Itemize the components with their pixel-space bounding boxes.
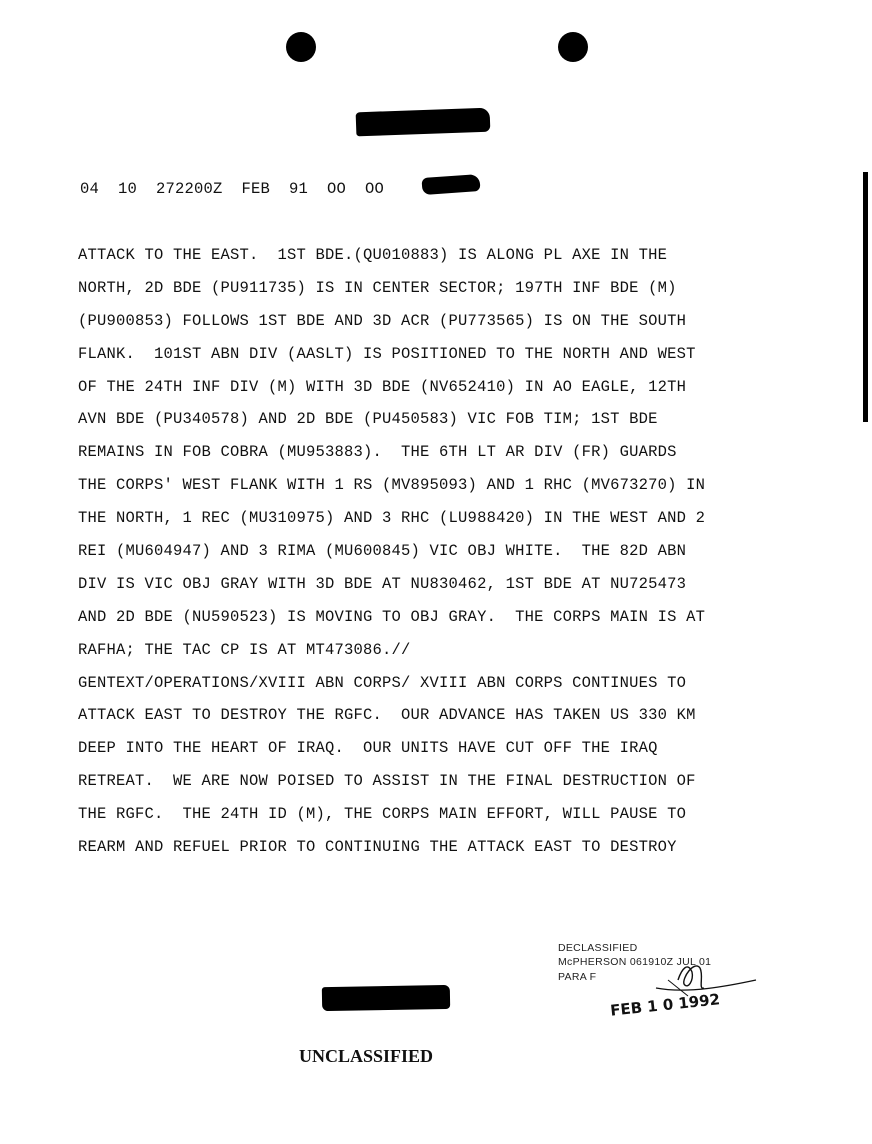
stamp-date: FEB 1 0 1992: [609, 990, 721, 1020]
classification-marking: UNCLASSIFIED: [298, 1046, 434, 1066]
punch-hole-left: [286, 32, 316, 62]
body-line: AVN BDE (PU340578) AND 2D BDE (PU450583) VIC FOB TIM; 1ST BDE: [78, 410, 658, 429]
body-line: (PU900853) FOLLOWS 1ST BDE AND 3D ACR (PU773565) IS ON THE SOUTH: [78, 311, 687, 330]
message-header-line: 04 10 272200Z FEB 91 OO OO: [80, 180, 385, 198]
stamp-line-1: DECLASSIFIED: [558, 942, 638, 954]
declassification-stamp: [556, 940, 756, 1030]
redaction-header: [421, 174, 480, 195]
stamp-line-2: McPHERSON 061910Z JUL 01: [558, 956, 712, 968]
body-line: AND 2D BDE (NU590523) IS MOVING TO OBJ GRAY. THE CORPS MAIN IS AT: [78, 607, 706, 626]
body-line: RAFHA; THE TAC CP IS AT MT473086.//: [78, 640, 411, 659]
body-line: THE CORPS' WEST FLANK WITH 1 RS (MV895093) AND 1 RHC (MV673270) IN: [78, 476, 706, 495]
body-line: ATTACK EAST TO DESTROY THE RGFC. OUR ADVANCE HAS TAKEN US 330 KM: [78, 706, 696, 725]
body-line: DIV IS VIC OBJ GRAY WITH 3D BDE AT NU830462, 1ST BDE AT NU725473: [78, 574, 687, 593]
body-line: OF THE 24TH INF DIV (M) WITH 3D BDE (NV652410) IN AO EAGLE, 12TH: [78, 377, 687, 396]
signature-icon: [648, 950, 758, 998]
message-body: [78, 243, 778, 868]
margin-mark: [863, 172, 868, 422]
body-line: GENTEXT/OPERATIONS/XVIII ABN CORPS/ XVIII ABN CORPS CONTINUES TO: [78, 673, 687, 692]
punch-hole-right: [558, 32, 588, 62]
redaction-top: [356, 108, 491, 137]
body-line: REI (MU604947) AND 3 RIMA (MU600845) VIC OBJ WHITE. THE 82D ABN: [78, 542, 687, 561]
body-line: REMAINS IN FOB COBRA (MU953883). THE 6TH LT AR DIV (FR) GUARDS: [78, 443, 677, 462]
body-line: DEEP INTO THE HEART OF IRAQ. OUR UNITS HAVE CUT OFF THE IRAQ: [78, 739, 658, 758]
stamp-line-3: PARA F: [558, 971, 597, 983]
body-line: NORTH, 2D BDE (PU911735) IS IN CENTER SECTOR; 197TH INF BDE (M): [78, 278, 677, 297]
body-line: REARM AND REFUEL PRIOR TO CONTINUING THE ATTACK EAST TO DESTROY: [78, 838, 677, 857]
body-line: THE NORTH, 1 REC (MU310975) AND 3 RHC (LU988420) IN THE WEST AND 2: [78, 509, 706, 528]
redaction-bottom: [322, 985, 450, 1011]
body-line: THE RGFC. THE 24TH ID (M), THE CORPS MAIN EFFORT, WILL PAUSE TO: [78, 805, 687, 824]
body-line: FLANK. 101ST ABN DIV (AASLT) IS POSITIONED TO THE NORTH AND WEST: [78, 344, 696, 363]
body-line: RETREAT. WE ARE NOW POISED TO ASSIST IN THE FINAL DESTRUCTION OF: [78, 772, 696, 791]
body-line: ATTACK TO THE EAST. 1ST BDE.(QU010883) IS ALONG PL AXE IN THE: [78, 246, 668, 264]
